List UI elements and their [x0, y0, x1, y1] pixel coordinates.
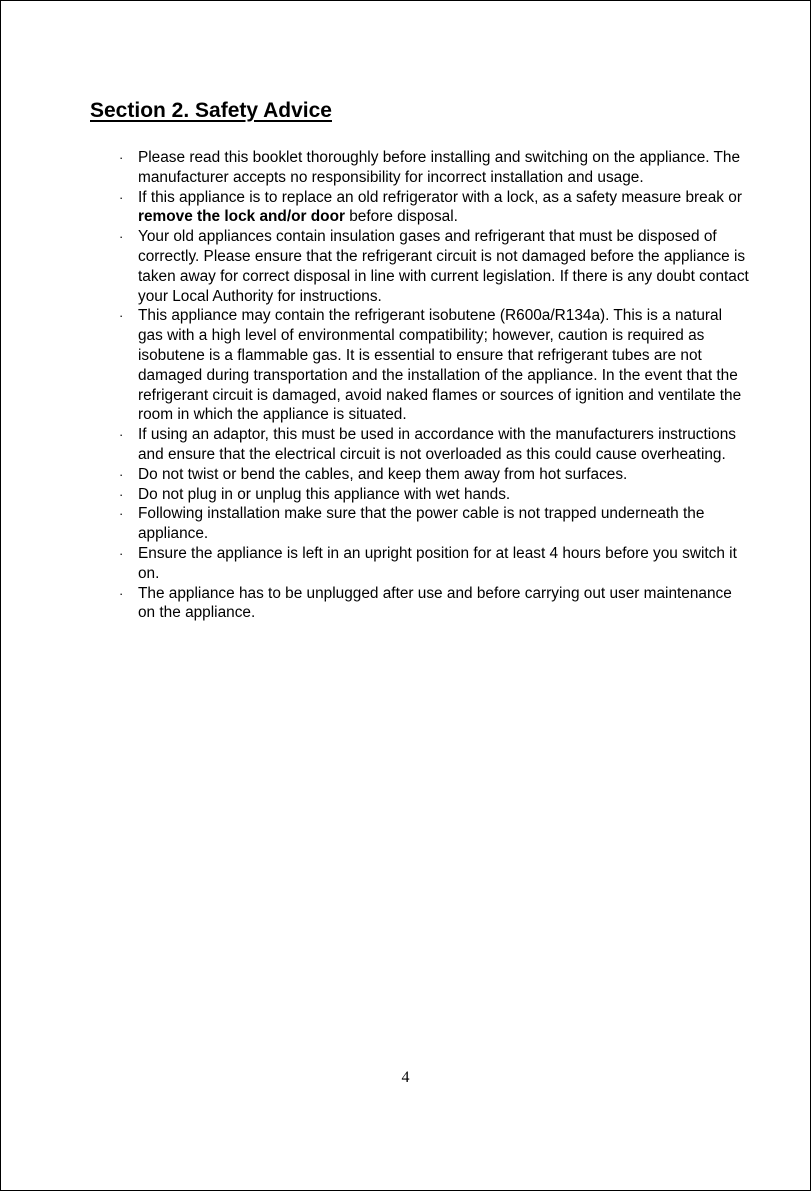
bullet-icon: · [119, 189, 124, 205]
list-item-text: Please read this booklet thoroughly before installing and switching on the appliance. The manufacturer accepts no responsibility for incorrect installation and usage. [138, 149, 741, 186]
list-item [119, 544, 750, 584]
bullet-icon: · [119, 545, 124, 561]
bullet-icon: · [119, 466, 124, 482]
list-item [119, 465, 750, 485]
list-item-text: This appliance may contain the refrigerant isobutene (R600a/R134a). This is a natural gas with a high level of environmental compatibility; however, caution is required as isobutene is a flammable gas. It is essential to ensure that refrigerant tubes are not damaged during transportation and the installation of the appliance. In the event that the refrigerant circuit is damaged, avoid naked flames or sources of ignition and ventilate the room in which the appliance is situated. [138, 307, 742, 424]
list-item [119, 425, 750, 465]
list-item-text: Do not twist or bend the cables, and keep them away from hot surfaces. [138, 465, 628, 483]
list-item-text: If using an adaptor, this must be used in accordance with the manufacturers instructions and ensure that the electrical circuit is not overloaded as this could cause overheating. [138, 426, 736, 463]
list-item [119, 148, 750, 188]
bullet-icon: · [119, 486, 124, 502]
list-item-text: before disposal. [344, 208, 458, 226]
safety-advice-list [119, 148, 750, 623]
list-item-text: Ensure the appliance is left in an upright position for at least 4 hours before you switch it on. [138, 544, 737, 582]
list-item [119, 504, 750, 544]
bullet-icon: · [119, 506, 124, 522]
bullet-icon: · [119, 308, 124, 324]
list-item [119, 584, 750, 624]
list-item [119, 306, 750, 425]
list-item-text: Your old appliances contain insulation gases and refrigerant that must be disposed of correctly. Please ensure that the refrigerant circuit is not damaged before the appliance is taken away for correct disposal in line with current legislation. If there is any doubt contact your Local Authority for instructions. [138, 228, 749, 305]
section-title: Section 2. Safety Advice [90, 99, 332, 122]
list-item-text: The appliance has to be unplugged after use and before carrying out user maintenance on the appliance. [138, 584, 732, 622]
list-item [119, 485, 750, 505]
list-item-text: Following installation make sure that the power cable is not trapped underneath the appliance. [138, 505, 705, 543]
list-item-emphasis: remove the lock and/or door [138, 208, 345, 226]
list-item-text: If this appliance is to replace an old refrigerator with a lock, as a safety measure break or [138, 188, 742, 206]
page-number: 4 [401, 1069, 410, 1086]
list-item [119, 188, 750, 228]
bullet-icon: · [119, 229, 124, 245]
list-item [119, 227, 750, 306]
list-item-text: Do not plug in or unplug this appliance with wet hands. [138, 485, 511, 503]
bullet-icon: · [119, 150, 124, 165]
bullet-icon: · [119, 427, 124, 443]
bullet-icon: · [119, 585, 124, 601]
